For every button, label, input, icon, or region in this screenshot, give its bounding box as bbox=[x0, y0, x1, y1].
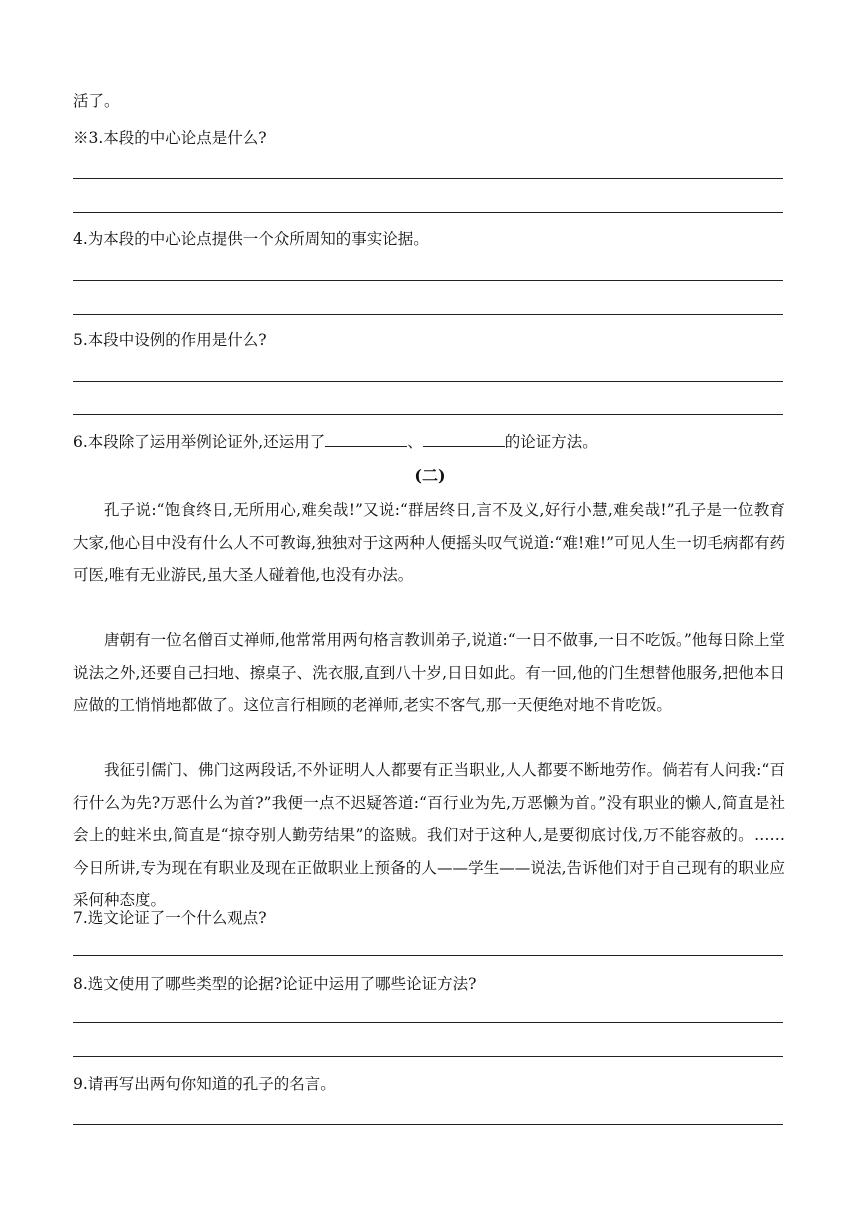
question-7: 7.选文论证了一个什么观点? bbox=[73, 909, 267, 927]
question-9: 9.请再写出两句你知道的孔子的名言。 bbox=[73, 1075, 336, 1093]
question-6 bbox=[73, 432, 785, 452]
answer-line[interactable] bbox=[73, 1124, 783, 1125]
fill-in-blank-2[interactable] bbox=[423, 432, 505, 447]
answer-line[interactable] bbox=[73, 314, 783, 315]
question-8: 8.选文使用了哪些类型的论据?论证中运用了哪些论证方法? bbox=[73, 975, 477, 993]
answer-line[interactable] bbox=[73, 381, 783, 382]
answer-line[interactable] bbox=[73, 178, 783, 179]
passage-paragraph-1: 孔子说:“饱食终日,无所用心,难矣哉!”又说:“群居终日,言不及义,好行小慧,难矣哉!”孔子是一位教育大家,他心目中没有什么人不可教诲,独独对于这两种人便摇头叹气说道:“难!难!”可见人生一切毛病都有药可医,唯有无业游民,虽大圣人碰着他,也没有办法。 bbox=[73, 501, 785, 584]
passage-paragraph-2: 唐朝有一位名僧百丈禅师,他常常用两句格言教训弟子,说道:“一日不做事,一日不吃饭。”他每日除上堂说法之外,还要自己扫地、擦桌子、洗衣服,直到八十岁,日日如此。有一回,他的门生想替他服务,把他本日应做的工悄悄地都做了。这位言行相顾的老禅师,老实不客气,那一天便绝对地不肯吃饭。 bbox=[73, 631, 785, 714]
answer-line[interactable] bbox=[73, 414, 783, 415]
question-5: 5.本段中设例的作用是什么? bbox=[73, 331, 267, 349]
answer-line[interactable] bbox=[73, 955, 783, 956]
question-4: 4.为本段的中心论点提供一个众所周知的事实论据。 bbox=[73, 230, 429, 248]
previous-paragraph-ending: 活了。 bbox=[73, 92, 120, 110]
fill-in-blank-1[interactable] bbox=[325, 432, 407, 447]
question-6-text-after: 的论证方法。 bbox=[504, 433, 598, 451]
answer-line[interactable] bbox=[73, 280, 783, 281]
section-heading: (二) bbox=[414, 466, 446, 485]
question-3: ※3.本段的中心论点是什么? bbox=[73, 129, 267, 147]
question-6-separator: 、 bbox=[407, 433, 423, 451]
passage-paragraph-3: 我征引儒门、佛门这两段话,不外证明人人都要有正当职业,人人都要不断地劳作。倘若有人问我:“百行什么为先?万恶什么为首?”我便一点不迟疑答道:“百行业为先,万恶懒为首。”没有职业的懒人,简直是社会上的蛀米虫,简直是“掠夺别人勤劳结果”的盗贼。我们对于这种人,是要彻底讨伐,万不能容赦的。……今日所讲,专为现在有职业及现在正做职业上预备的人——学生——说法,告诉他们对于自己现有的职业应采何种态度。 bbox=[73, 761, 785, 909]
answer-line[interactable] bbox=[73, 1056, 783, 1057]
answer-line[interactable] bbox=[73, 1022, 783, 1023]
answer-line[interactable] bbox=[73, 212, 783, 213]
question-6-text-before: 6.本段除了运用举例论证外,还运用了 bbox=[73, 433, 326, 451]
